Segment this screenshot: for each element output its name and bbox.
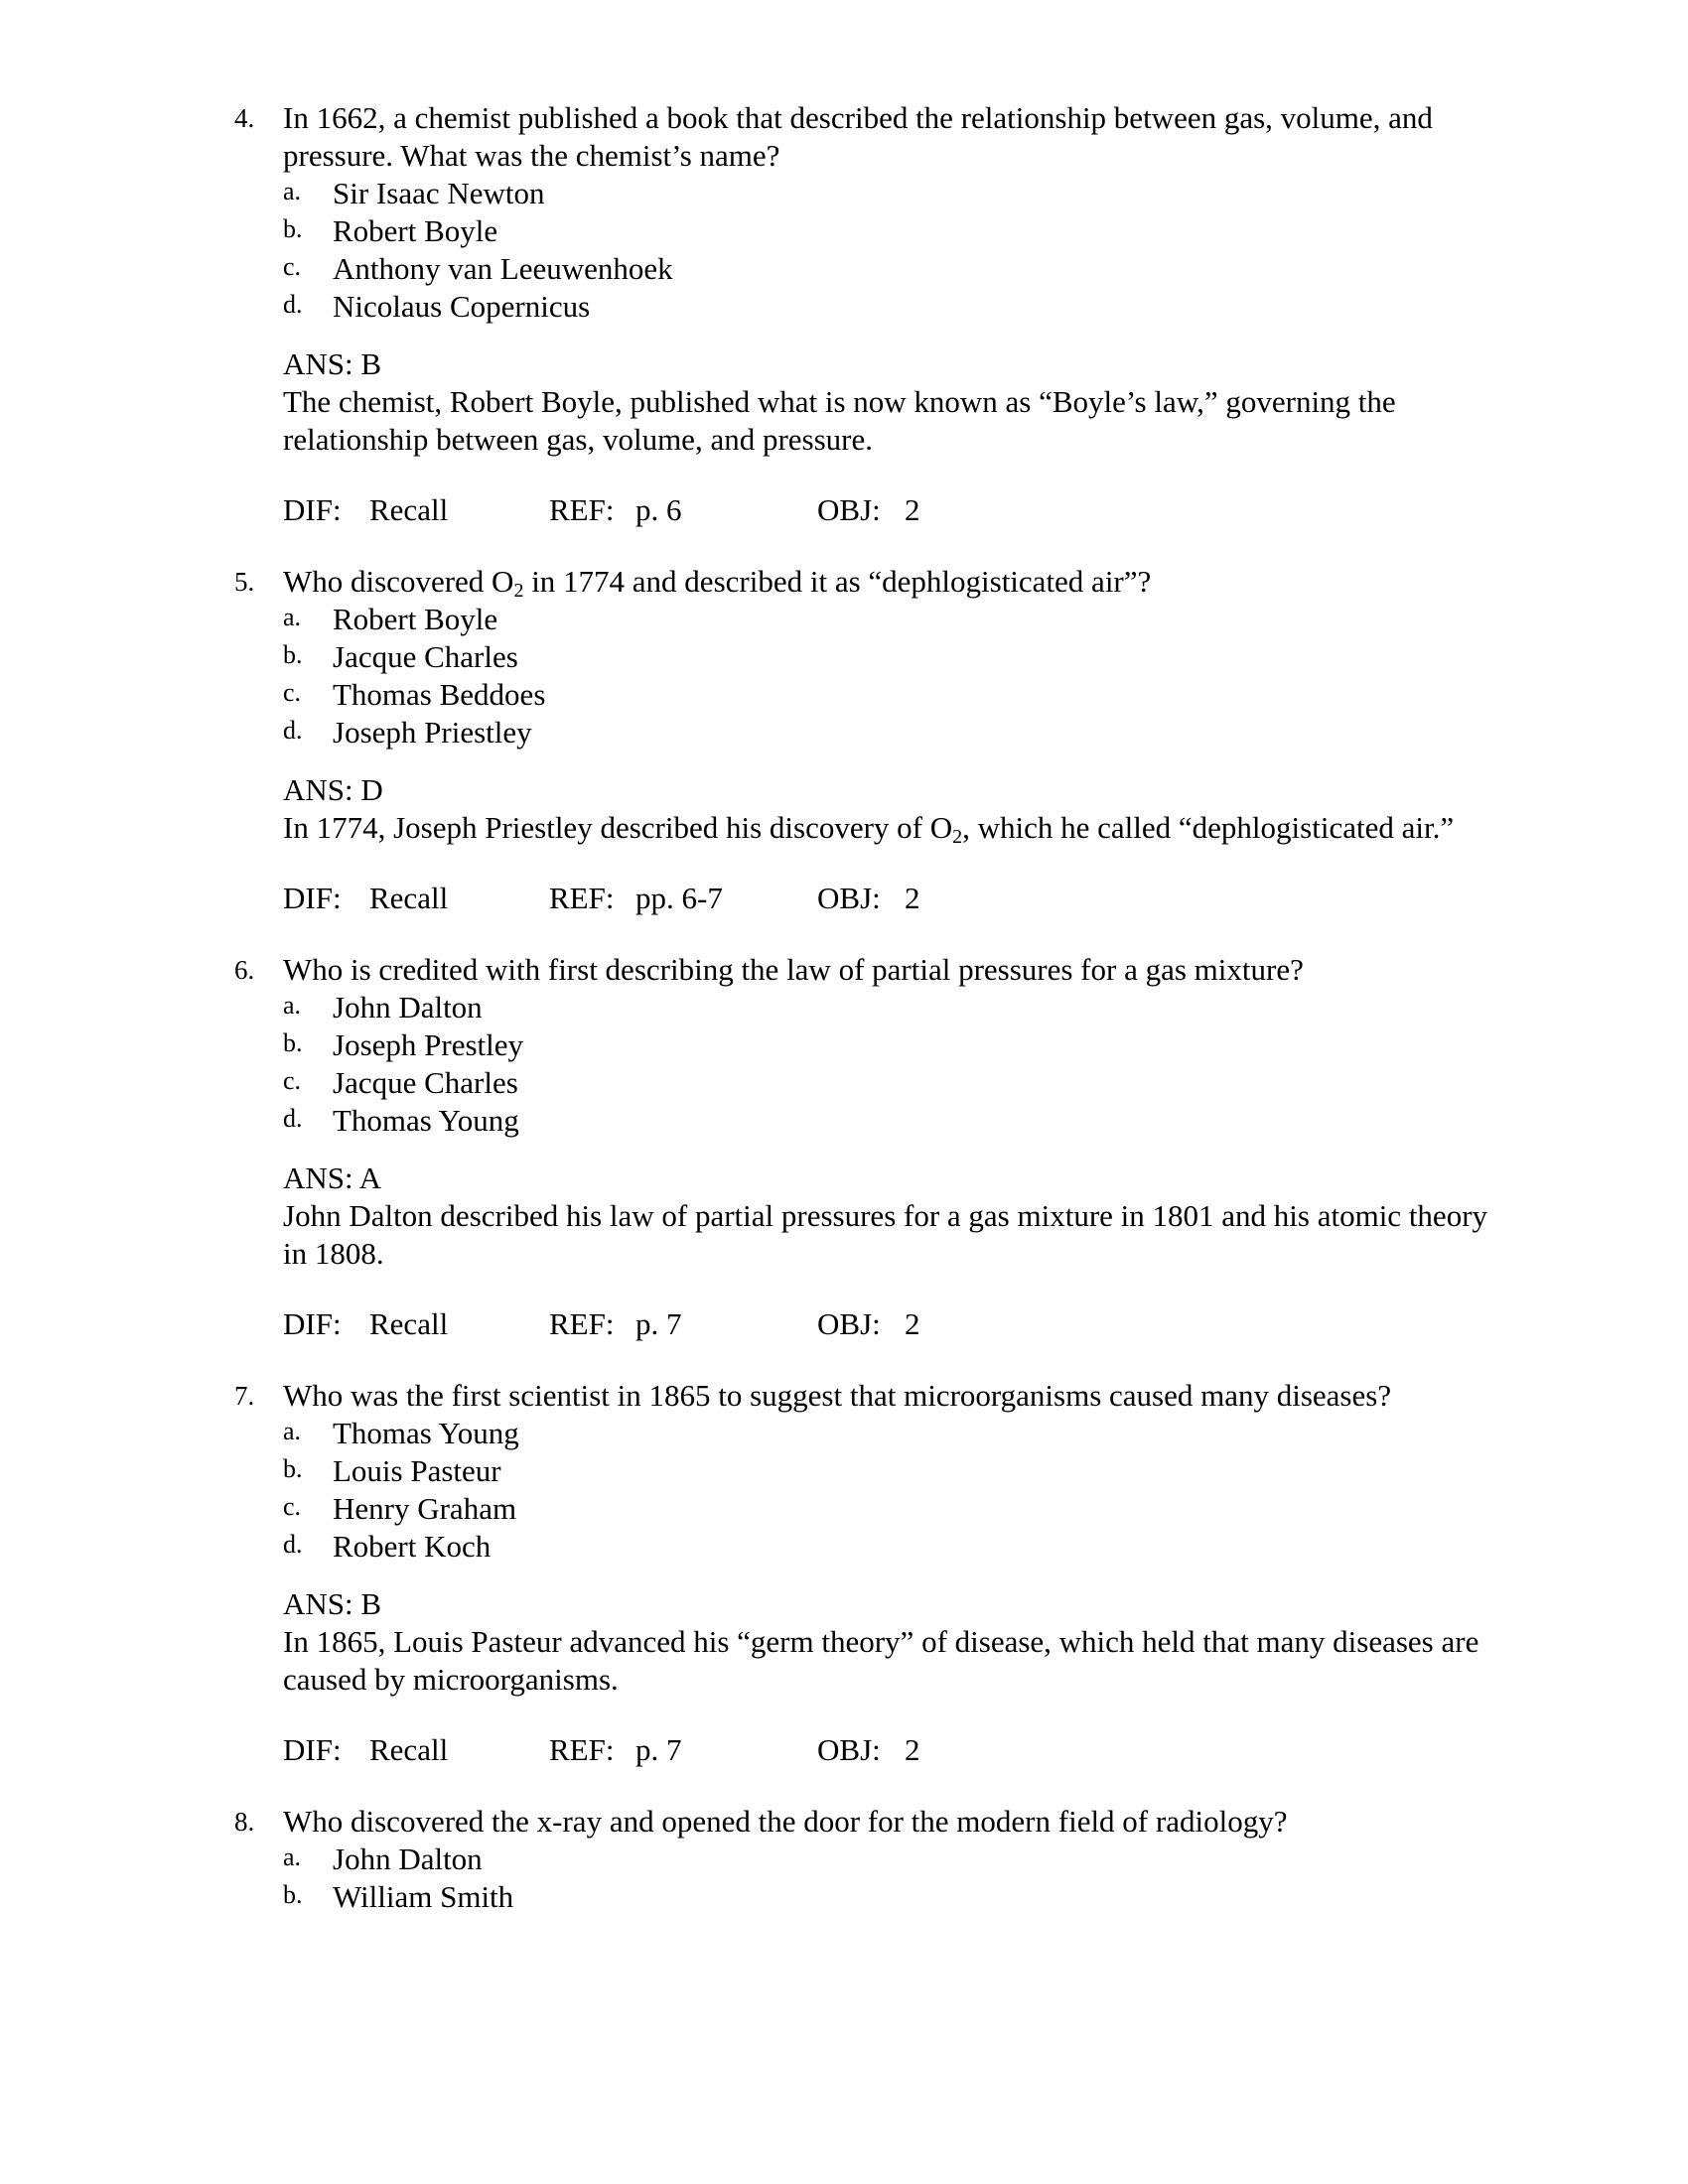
answer-explanation: John Dalton described his law of partial pressures for a gas mixture in 1801 and his atomic theory in 1808. [283, 1198, 1488, 1271]
option-text: Jacque Charles [333, 639, 518, 674]
option-letter: c. [283, 678, 302, 707]
ref-value: p. 7 [635, 1306, 682, 1341]
answer-explanation [283, 809, 1514, 847]
question-5 [0, 563, 1688, 917]
option-text: Henry Graham [333, 1491, 517, 1526]
ref-label: REF: [549, 1732, 615, 1767]
question-4 [0, 99, 1688, 529]
option-letter: a. [283, 1843, 302, 1871]
answer-block [0, 1585, 1514, 1699]
subscript: 2 [952, 826, 963, 848]
answer-explanation: The chemist, Robert Boyle, published what is now known as “Boyle’s law,” governing the relationship between gas, volume, and pressure. [283, 384, 1396, 457]
option-letter: a. [283, 177, 302, 205]
question-number: 8. [234, 1807, 255, 1837]
question-text-part: in 1774 and described it as “dephlogisticated air”? [523, 564, 1152, 599]
option-a [0, 1415, 1688, 1452]
obj-value: 2 [905, 492, 920, 527]
question-meta [0, 1731, 1688, 1769]
dif-label: DIF: [283, 492, 342, 527]
dif-value: Recall [369, 1732, 449, 1767]
option-text: John Dalton [333, 1842, 483, 1876]
obj-value: 2 [905, 1306, 920, 1341]
answer-key: ANS: A [283, 1160, 382, 1195]
option-c [0, 1490, 1688, 1528]
option-text: Anthony van Leeuwenhoek [333, 251, 673, 286]
option-text: Thomas Beddoes [333, 677, 546, 712]
question-number: 4. [234, 103, 255, 133]
document-page [0, 99, 1688, 1950]
obj-label: OBJ: [817, 881, 881, 915]
dif-label: DIF: [283, 881, 342, 915]
dif-value: Recall [369, 881, 449, 915]
subscript: 2 [513, 580, 524, 602]
ref-value: p. 6 [635, 492, 682, 527]
answer-block [0, 1160, 1514, 1273]
option-c [0, 676, 1688, 714]
ref-value: p. 7 [635, 1732, 682, 1767]
option-a [0, 175, 1688, 212]
option-a [0, 601, 1688, 638]
option-text: Thomas Young [333, 1103, 519, 1138]
option-b [0, 1878, 1688, 1916]
dif-label: DIF: [283, 1732, 342, 1767]
option-text: Robert Boyle [333, 213, 498, 248]
option-text: Joseph Priestley [333, 715, 532, 750]
option-letter: c. [283, 1066, 302, 1095]
question-7 [0, 1377, 1688, 1769]
option-text: Robert Boyle [333, 602, 498, 636]
option-letter: d. [283, 716, 303, 745]
dif-value: Recall [369, 492, 449, 527]
option-letter: d. [283, 1104, 303, 1133]
answer-key: ANS: B [283, 346, 382, 381]
option-letter: a. [283, 603, 302, 631]
question-8 [0, 1803, 1688, 1916]
option-text: Jacque Charles [333, 1065, 518, 1100]
option-text: William Smith [333, 1879, 514, 1914]
option-letter: b. [283, 1028, 303, 1057]
answer-block [0, 345, 1514, 459]
option-text: Robert Koch [333, 1529, 492, 1564]
question-6 [0, 951, 1688, 1343]
question-number: 7. [234, 1381, 255, 1411]
option-c [0, 1064, 1688, 1102]
obj-label: OBJ: [817, 1732, 881, 1767]
answer-key: ANS: D [283, 772, 383, 807]
option-letter: d. [283, 290, 303, 319]
option-d [0, 1102, 1688, 1140]
option-d [0, 1528, 1688, 1566]
option-letter: b. [283, 214, 303, 243]
answer-explanation: In 1865, Louis Pasteur advanced his “germ theory” of disease, which held that many diseases are caused by microorganisms. [283, 1624, 1479, 1697]
question-text-part: Who discovered O [283, 564, 514, 599]
question-number: 6. [234, 955, 255, 985]
option-text: John Dalton [333, 990, 483, 1024]
answer-block [0, 771, 1514, 847]
question-number: 5. [234, 567, 255, 597]
ref-label: REF: [549, 1306, 615, 1341]
ref-label: REF: [549, 492, 615, 527]
option-c [0, 250, 1688, 288]
question-text [283, 564, 1152, 602]
ref-label: REF: [549, 881, 615, 915]
dif-value: Recall [369, 1306, 449, 1341]
option-letter: c. [283, 252, 302, 281]
option-letter: b. [283, 1454, 303, 1483]
obj-value: 2 [905, 1732, 920, 1767]
obj-value: 2 [905, 881, 920, 915]
obj-label: OBJ: [817, 1306, 881, 1341]
option-b [0, 1452, 1688, 1490]
question-text: Who was the first scientist in 1865 to suggest that microorganisms caused many diseases? [283, 1378, 1392, 1413]
dif-label: DIF: [283, 1306, 342, 1341]
option-letter: b. [283, 640, 303, 669]
option-b [0, 638, 1688, 676]
option-letter: b. [283, 1880, 303, 1909]
option-text: Joseph Prestley [333, 1027, 524, 1062]
question-meta [0, 1305, 1688, 1343]
answer-key: ANS: B [283, 1586, 382, 1621]
option-d [0, 288, 1688, 326]
option-letter: a. [283, 1417, 302, 1445]
option-b [0, 1026, 1688, 1064]
question-meta [0, 880, 1688, 917]
option-letter: a. [283, 991, 302, 1020]
option-b [0, 212, 1688, 250]
option-letter: c. [283, 1492, 302, 1521]
question-text: Who discovered the x-ray and opened the door for the modern field of radiology? [283, 1804, 1288, 1839]
option-a [0, 1841, 1688, 1878]
option-a [0, 989, 1688, 1026]
obj-label: OBJ: [817, 492, 881, 527]
question-meta [0, 491, 1688, 529]
option-text: Thomas Young [333, 1416, 519, 1450]
option-text: Nicolaus Copernicus [333, 289, 591, 324]
option-text: Louis Pasteur [333, 1453, 501, 1488]
explanation-part: , which he called “dephlogisticated air.” [962, 810, 1455, 845]
ref-value: pp. 6-7 [635, 881, 723, 915]
option-d [0, 714, 1688, 751]
question-text: In 1662, a chemist published a book that described the relationship between gas, volume, and pressure. What was the chemist’s name? [283, 100, 1433, 173]
option-letter: d. [283, 1530, 303, 1559]
explanation-part: In 1774, Joseph Priestley described his discovery of O [283, 810, 953, 845]
option-text: Sir Isaac Newton [333, 176, 545, 210]
question-text: Who is credited with first describing the law of partial pressures for a gas mixture? [283, 952, 1304, 987]
